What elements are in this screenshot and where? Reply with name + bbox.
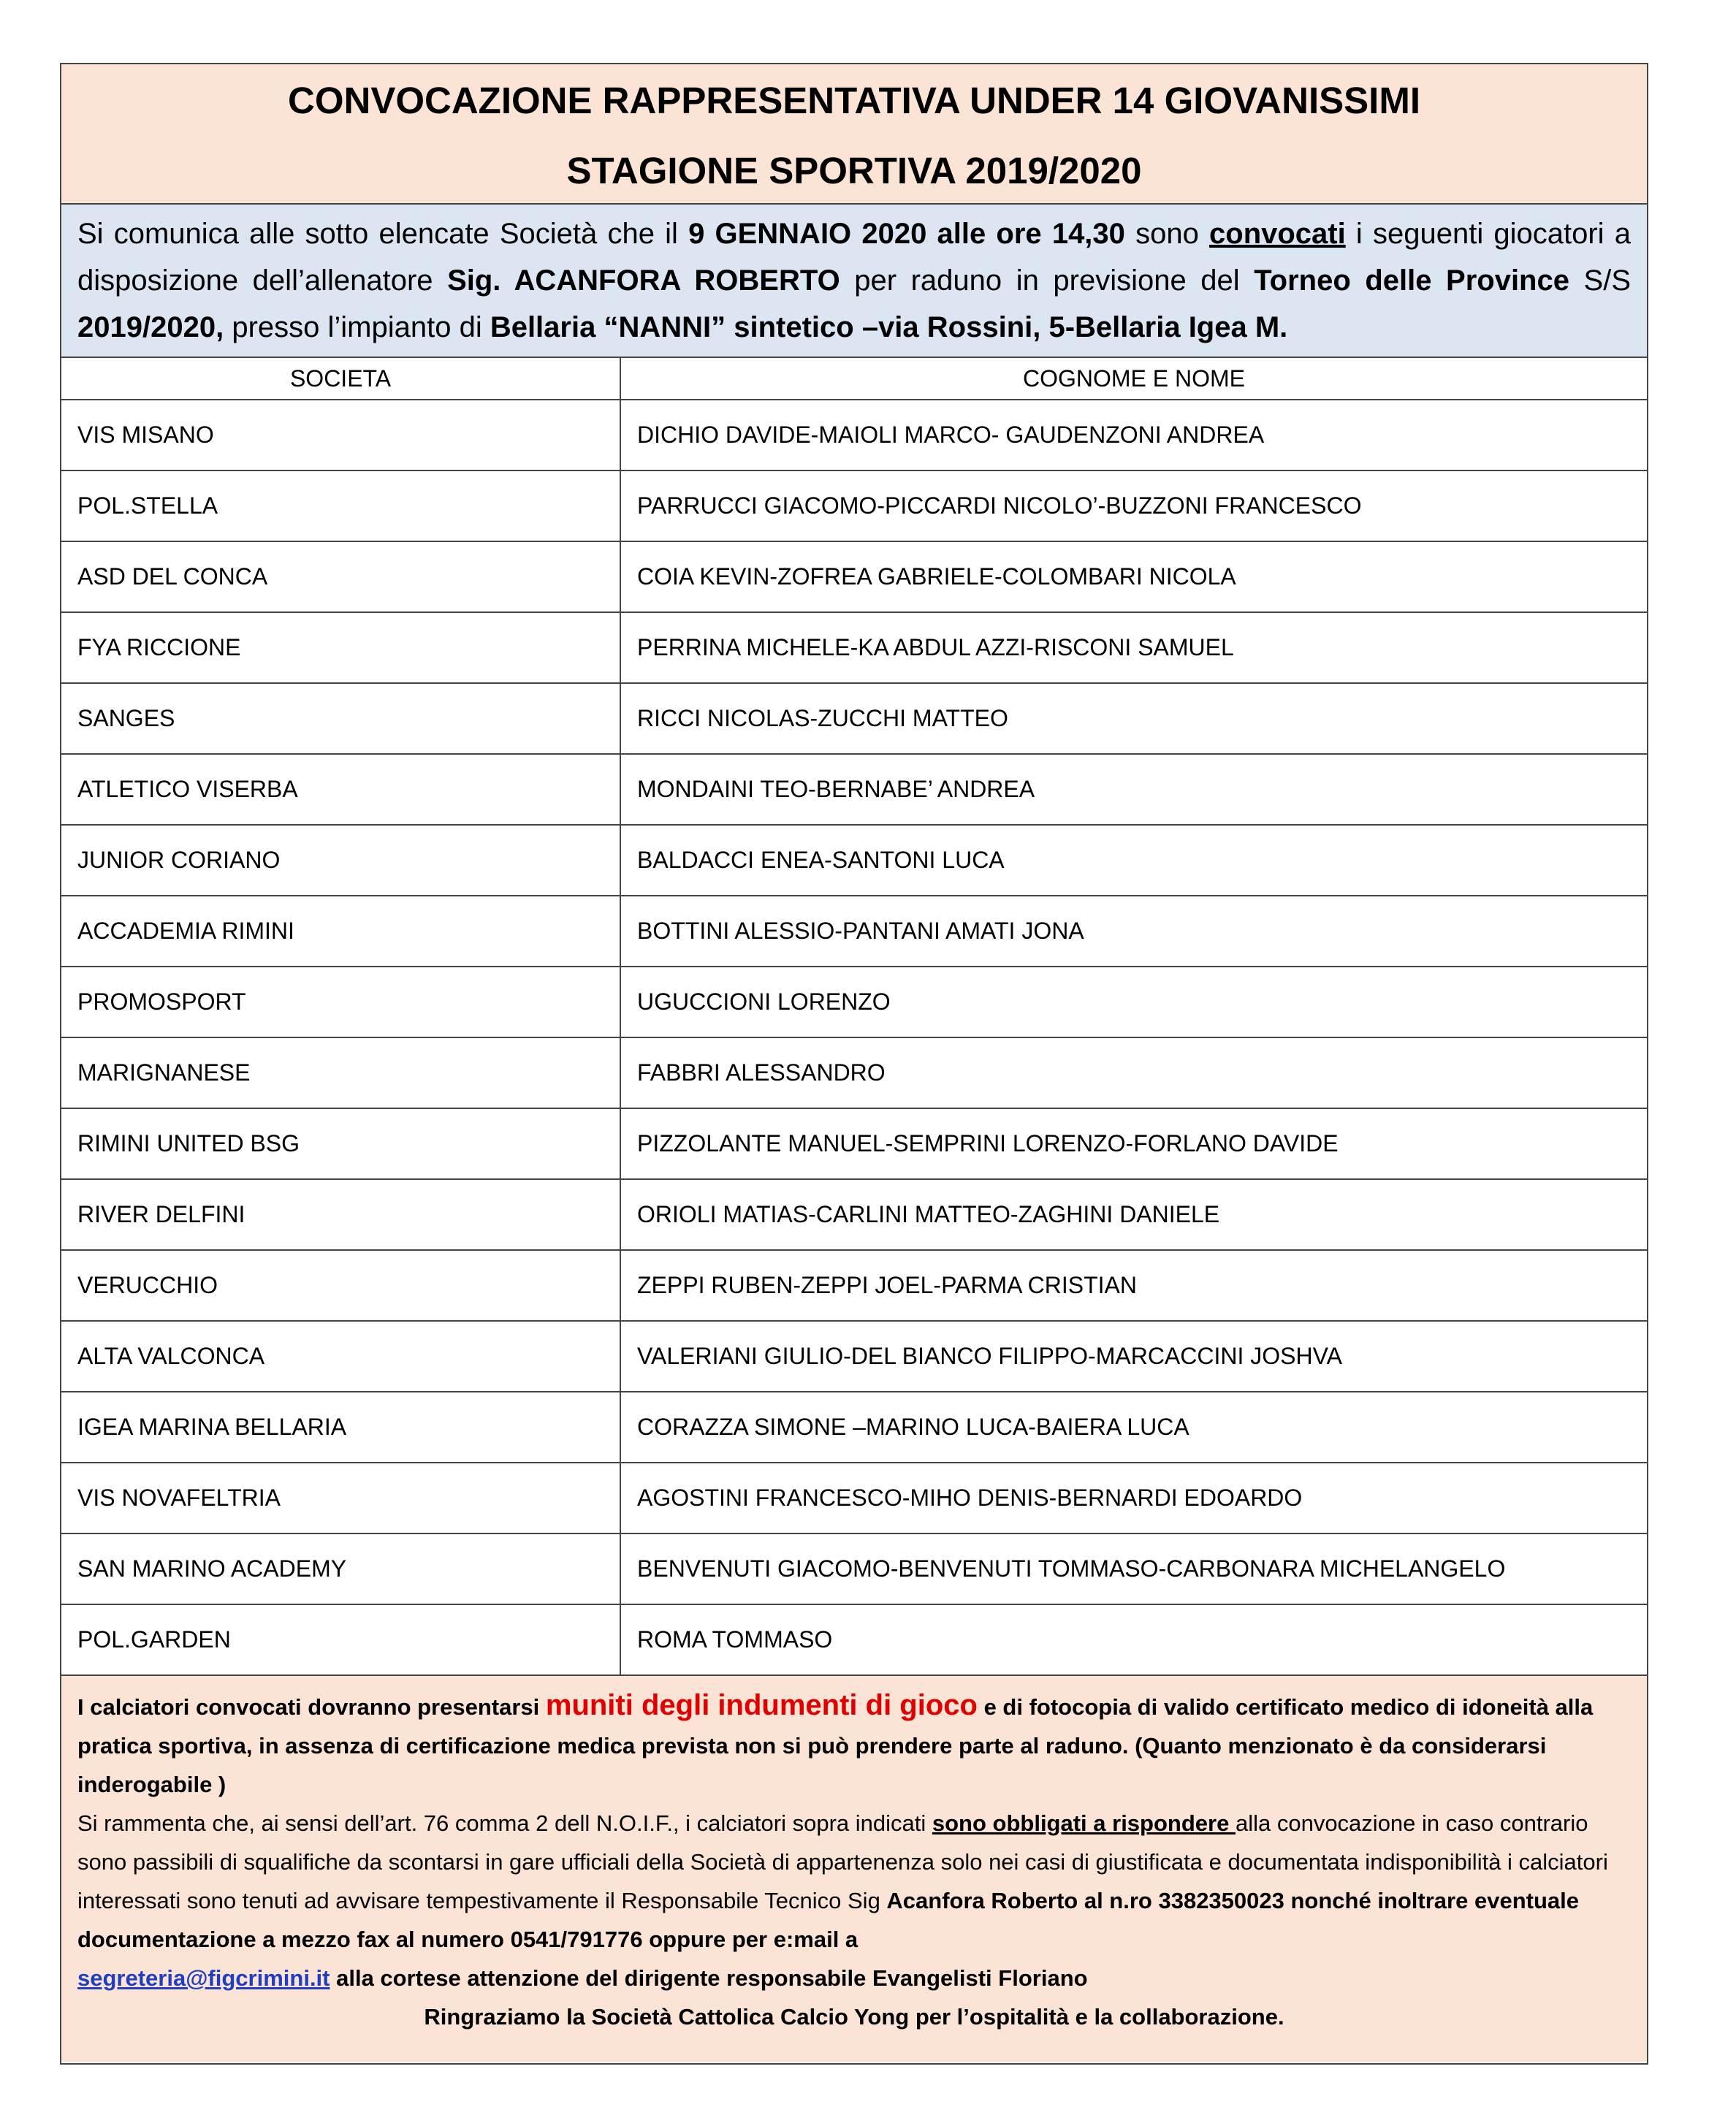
intro-text: Si comunica alle sotto elencate Società che il [77, 218, 689, 250]
cell-players: ZEPPI RUBEN-ZEPPI JOEL-PARMA CRISTIAN [620, 1250, 1647, 1321]
table-row [61, 1179, 1647, 1250]
table-row [61, 825, 1647, 896]
table-row [61, 683, 1647, 754]
intro-paragraph [61, 205, 1647, 358]
cell-societa: VIS MISANO [61, 400, 620, 470]
email-link[interactable]: segreteria@figcrimini.it [77, 1965, 330, 1991]
intro-text: per raduno in previsione del [840, 264, 1255, 297]
intro-text: i seguenti giocatori a disposizione dell’allenatore [77, 218, 1631, 297]
cell-societa: ALTA VALCONCA [61, 1321, 620, 1392]
cell-players: FABBRI ALESSANDRO [620, 1037, 1647, 1108]
table-row [61, 400, 1647, 470]
table-row [61, 612, 1647, 683]
cell-players: PERRINA MICHELE-KA ABDUL AZZI-RISCONI SAMUEL [620, 612, 1647, 683]
footer-text: alla convocazione in caso contrario sono passibili di squalifiche da scontarsi in gare ufficiali della Società di appartenenza solo nei casi di giustificata e documentata indisponibilità i calciatori interessati sono tenuti ad avvisare tempestivamente il Responsabile Tecnico Sig [77, 1810, 1608, 1913]
intro-tournament: Torneo delle Province [1254, 264, 1569, 297]
cell-societa: RIMINI UNITED BSG [61, 1108, 620, 1179]
cell-societa: IGEA MARINA BELLARIA [61, 1392, 620, 1463]
footer-obligation: sono obbligati a rispondere [932, 1810, 1236, 1836]
footer-thanks: Ringraziamo la Società Cattolica Calcio Yong per l’ospitalità e la collaborazione. [424, 2004, 1284, 2030]
cell-societa: JUNIOR CORIANO [61, 825, 620, 896]
cell-societa: POL.GARDEN [61, 1604, 620, 1675]
cell-societa: ACCADEMIA RIMINI [61, 896, 620, 967]
cell-players: PIZZOLANTE MANUEL-SEMPRINI LORENZO-FORLANO DAVIDE [620, 1108, 1647, 1179]
table-row [61, 1321, 1647, 1392]
cell-societa: FYA RICCIONE [61, 612, 620, 683]
cell-players: BOTTINI ALESSIO-PANTANI AMATI JONA [620, 896, 1647, 967]
intro-text: S/S [1569, 264, 1632, 297]
footer-text: alla cortese attenzione del dirigente responsabile Evangelisti Floriano [330, 1965, 1088, 1991]
table-row [61, 1463, 1647, 1533]
title-line-1: CONVOCAZIONE RAPPRESENTATIVA UNDER 14 GIOVANISSIMI [288, 80, 1420, 121]
cell-societa: RIVER DELFINI [61, 1179, 620, 1250]
table-row [61, 1108, 1647, 1179]
footer-text: I calciatori convocati dovranno presentarsi [77, 1694, 546, 1720]
intro-coach: Sig. ACANFORA ROBERTO [447, 264, 840, 297]
header-cognome-nome: COGNOME E NOME [620, 358, 1647, 400]
intro-convocati: convocati [1209, 218, 1346, 250]
cell-players: VALERIANI GIULIO-DEL BIANCO FILIPPO-MARCACCINI JOSHVA [620, 1321, 1647, 1392]
cell-players: PARRUCCI GIACOMO-PICCARDI NICOLO’-BUZZONI FRANCESCO [620, 470, 1647, 541]
intro-text: presso l’impianto di [224, 311, 490, 343]
players-table [61, 358, 1647, 1676]
cell-players: MONDAINI TEO-BERNABE’ ANDREA [620, 754, 1647, 825]
table-row [61, 1250, 1647, 1321]
footer-text: e di fotocopia di valido certificato medico di idoneità alla pratica sportiva, in assenza di certificazione medica prevista non si può prendere parte al raduno. (Quanto menzionato è da considerarsi inderogabile ) [77, 1694, 1594, 1797]
cell-societa: VIS NOVAFELTRIA [61, 1463, 620, 1533]
table-row [61, 1604, 1647, 1675]
cell-societa: SAN MARINO ACADEMY [61, 1533, 620, 1604]
cell-societa: VERUCCHIO [61, 1250, 620, 1321]
cell-players: ORIOLI MATIAS-CARLINI MATTEO-ZAGHINI DANIELE [620, 1179, 1647, 1250]
cell-societa: ASD DEL CONCA [61, 541, 620, 612]
table-row [61, 967, 1647, 1037]
cell-societa: SANGES [61, 683, 620, 754]
document-title [61, 64, 1647, 205]
table-row [61, 541, 1647, 612]
title-line-2: STAGIONE SPORTIVA 2019/2020 [566, 150, 1142, 191]
cell-players: DICHIO DAVIDE-MAIOLI MARCO- GAUDENZONI ANDREA [620, 400, 1647, 470]
intro-date: 9 GENNAIO 2020 alle ore 14,30 [688, 218, 1125, 250]
footer-highlight: muniti degli indumenti di gioco [545, 1689, 978, 1721]
cell-players: BENVENUTI GIACOMO-BENVENUTI TOMMASO-CARBONARA MICHELANGELO [620, 1533, 1647, 1604]
table-row [61, 470, 1647, 541]
intro-venue: Bellaria “NANNI” sintetico –via Rossini, 5-Bellaria Igea M. [490, 311, 1288, 343]
cell-players: RICCI NICOLAS-ZUCCHI MATTEO [620, 683, 1647, 754]
document-page [60, 63, 1648, 2065]
footer-contact: Acanfora Roberto al n.ro 3382350023 nonché inoltrare eventuale documentazione a mezzo fax al numero 0541/791776 oppure per e:mail a [77, 1888, 1579, 1952]
cell-players: COIA KEVIN-ZOFREA GABRIELE-COLOMBARI NICOLA [620, 541, 1647, 612]
table-row [61, 896, 1647, 967]
cell-societa: MARIGNANESE [61, 1037, 620, 1108]
table-row [61, 1533, 1647, 1604]
intro-text: sono [1124, 218, 1210, 250]
cell-players: UGUCCIONI LORENZO [620, 967, 1647, 1037]
cell-societa: POL.STELLA [61, 470, 620, 541]
cell-players: ROMA TOMMASO [620, 1604, 1647, 1675]
footer-text: Si rammenta che, ai sensi dell’art. 76 comma 2 dell N.O.I.F., i calciatori sopra indicati [77, 1810, 932, 1836]
table-header-row [61, 358, 1647, 400]
intro-season: 2019/2020, [77, 311, 224, 343]
table-row [61, 1392, 1647, 1463]
table-row [61, 1037, 1647, 1108]
table-row [61, 754, 1647, 825]
cell-players: AGOSTINI FRANCESCO-MIHO DENIS-BERNARDI EDOARDO [620, 1463, 1647, 1533]
cell-societa: PROMOSPORT [61, 967, 620, 1037]
cell-players: BALDACCI ENEA-SANTONI LUCA [620, 825, 1647, 896]
cell-societa: ATLETICO VISERBA [61, 754, 620, 825]
cell-players: CORAZZA SIMONE –MARINO LUCA-BAIERA LUCA [620, 1392, 1647, 1463]
footer-notes [61, 1676, 1647, 2062]
header-societa: SOCIETA [61, 358, 620, 400]
